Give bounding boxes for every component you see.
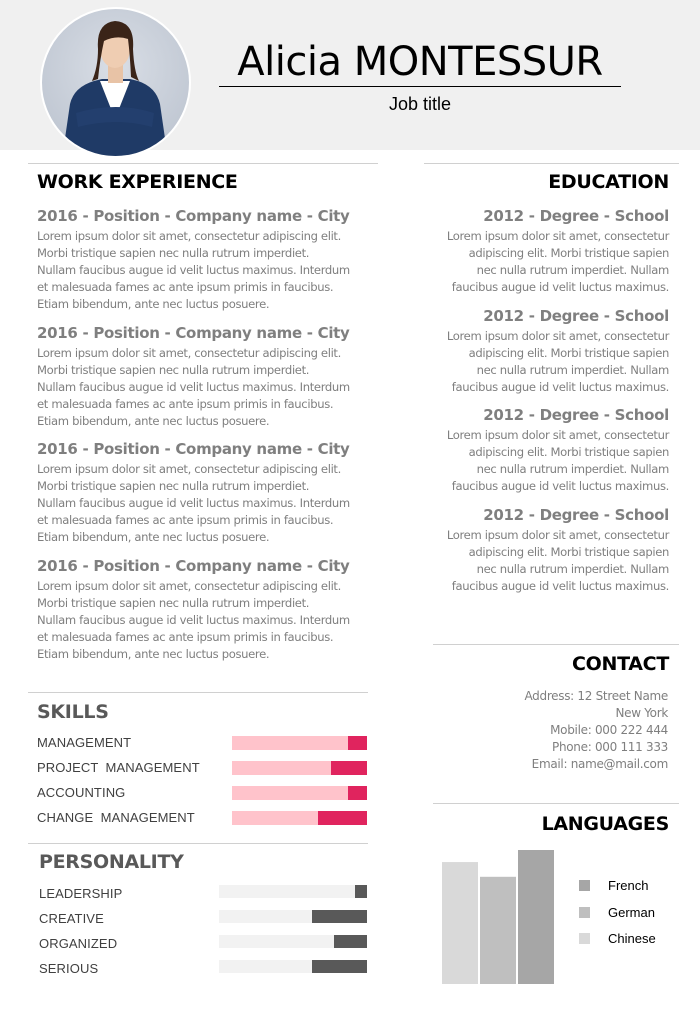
education-entry-heading: 2012 - Degree - School: [483, 207, 669, 225]
education-entry-text: nec nulla rutrum imperdiet. Nullam: [476, 562, 669, 577]
contact-line: New York: [615, 706, 668, 720]
divider: [433, 644, 679, 645]
education-title: EDUCATION: [548, 171, 669, 193]
languages-chart: [436, 850, 566, 990]
divider: [28, 692, 368, 693]
skill-bar: [232, 786, 367, 800]
education-entry-text: Lorem ipsum dolor sit amet, consectetur: [446, 328, 669, 343]
skill-bar: [232, 736, 367, 750]
work-experience-title: WORK EXPERIENCE: [37, 171, 238, 193]
contact-line: Phone: 000 111 333: [552, 740, 668, 754]
work-entry-text: et malesuada fames ac ante ipsum primis in faucibus.: [37, 280, 334, 294]
education-entry-heading: 2012 - Degree - School: [483, 406, 669, 425]
work-entry-heading: 2016 - Position - Company name - City: [37, 207, 350, 225]
work-entry-text: Etiam bibendum, ante nec luctus posuere.: [37, 530, 270, 545]
work-entry-text: Morbi tristique sapien nec nulla rutrum imperdiet.: [37, 362, 310, 377]
skill-label: PROJECT MANAGEMENT: [37, 760, 200, 775]
job-title: Job title: [388, 94, 452, 114]
skill-label: MANAGEMENT: [37, 735, 132, 750]
education-entry-heading: 2012 - Degree - School: [483, 506, 669, 525]
work-entry-text: et malesuada fames ac ante ipsum primis in faucibus.: [37, 630, 334, 645]
work-entry-text: Lorem ipsum dolor sit amet, consectetur adipiscing elit.: [37, 462, 341, 477]
work-entry-text: Nullam faucibus augue id velit luctus maximus. Interdum: [37, 263, 350, 277]
education-entry-text: nec nulla rutrum imperdiet. Nullam: [476, 462, 669, 477]
education-entry-text: nec nulla rutrum imperdiet. Nullam: [476, 362, 669, 377]
work-entry-text: Morbi tristique sapien nec nulla rutrum imperdiet.: [37, 479, 310, 494]
personality-bar: [219, 935, 367, 948]
education-entry-text: adipiscing elit. Morbi tristique sapien: [468, 345, 669, 360]
personality-bar: [219, 885, 367, 898]
work-entry-text: Lorem ipsum dolor sit amet, consectetur adipiscing elit.: [37, 579, 341, 594]
work-entry-heading: 2016 - Position - Company name - City: [37, 557, 350, 576]
contact-line: Email: name@mail.com: [531, 757, 668, 771]
legend-swatch-chinese: [579, 933, 590, 944]
skill-bar-track: [232, 811, 318, 825]
legend-label-french: French: [608, 878, 649, 893]
skill-label: ACCOUNTING: [37, 785, 126, 800]
divider: [424, 163, 679, 164]
contact-line: Address: 12 Street Name: [524, 689, 668, 703]
languages-title: LANGUAGES: [541, 813, 669, 835]
education-entry-text: adipiscing elit. Morbi tristique sapien: [468, 445, 669, 460]
divider: [28, 843, 368, 844]
education-entry-text: nec nulla rutrum imperdiet. Nullam: [476, 263, 669, 277]
name-underline: [219, 86, 621, 87]
legend-swatch-french: [579, 880, 590, 891]
skill-bar-track: [232, 761, 331, 775]
divider: [28, 163, 378, 164]
skill-bar-track: [232, 786, 348, 800]
personality-bar-track: [219, 960, 312, 973]
education-entry-text: Lorem ipsum dolor sit amet, consectetur: [446, 229, 669, 243]
work-entry-text: Lorem ipsum dolor sit amet, consectetur adipiscing elit.: [37, 345, 341, 360]
personality-label: SERIOUS: [39, 961, 99, 976]
divider: [433, 803, 679, 804]
personality-bar: [219, 960, 367, 973]
education-entry-heading: 2012 - Degree - School: [483, 306, 669, 325]
language-bar-chinese: [442, 862, 478, 984]
personality-bar-track: [219, 935, 334, 948]
education-entry-text: adipiscing elit. Morbi tristique sapien: [468, 246, 669, 260]
skills-title: SKILLS: [37, 701, 109, 723]
education-entry-text: Lorem ipsum dolor sit amet, consectetur: [446, 428, 669, 443]
personality-bar-track: [219, 910, 312, 923]
personality-label: CREATIVE: [39, 911, 104, 926]
work-entry-text: Nullam faucibus augue id velit luctus maximus. Interdum: [37, 613, 350, 628]
work-entry-text: et malesuada fames ac ante ipsum primis in faucibus.: [37, 396, 334, 411]
education-entry-text: faucibus augue id velit luctus maximus.: [451, 479, 669, 494]
personality-bar: [219, 910, 367, 923]
skill-bar: [232, 811, 367, 825]
work-entry-heading: 2016 - Position - Company name - City: [37, 323, 350, 342]
work-entry-text: Nullam faucibus augue id velit luctus maximus. Interdum: [37, 496, 350, 511]
legend-swatch-german: [579, 907, 590, 918]
legend-label-german: German: [608, 904, 655, 920]
education-entry-text: faucibus augue id velit luctus maximus.: [451, 379, 669, 394]
personality-title: PERSONALITY: [39, 851, 184, 873]
work-entry-text: Etiam bibendum, ante nec luctus posuere.: [37, 297, 270, 311]
work-entry-text: Morbi tristique sapien nec nulla rutrum imperdiet.: [37, 246, 310, 260]
work-entry-text: Etiam bibendum, ante nec luctus posuere.: [37, 647, 270, 662]
profile-photo: [40, 7, 191, 158]
language-bar-german: [480, 877, 516, 984]
work-entry-text: Lorem ipsum dolor sit amet, consectetur adipiscing elit.: [37, 229, 341, 243]
personality-label: LEADERSHIP: [39, 886, 123, 901]
work-entry-text: Etiam bibendum, ante nec luctus posuere.: [37, 413, 270, 428]
work-entry-text: et malesuada fames ac ante ipsum primis in faucibus.: [37, 513, 334, 528]
contact-title: CONTACT: [572, 653, 669, 675]
education-entry-text: Lorem ipsum dolor sit amet, consectetur: [446, 528, 669, 543]
education-entry-text: faucibus augue id velit luctus maximus.: [451, 280, 669, 294]
personality-label: ORGANIZED: [39, 936, 118, 951]
work-entry-text: Morbi tristique sapien nec nulla rutrum imperdiet.: [37, 596, 310, 611]
legend-label-chinese: Chinese: [608, 931, 656, 946]
language-bar-french: [518, 850, 554, 984]
contact-line: Mobile: 000 222 444: [550, 723, 668, 737]
skill-bar-track: [232, 736, 348, 750]
education-entry-text: adipiscing elit. Morbi tristique sapien: [468, 545, 669, 560]
candidate-name: Alicia MONTESSUR: [237, 39, 603, 85]
education-entry-text: faucibus augue id velit luctus maximus.: [451, 579, 669, 594]
work-entry-heading: 2016 - Position - Company name - City: [37, 440, 350, 459]
skill-label: CHANGE MANAGEMENT: [37, 810, 195, 825]
skill-bar: [232, 761, 367, 775]
work-entry-text: Nullam faucibus augue id velit luctus maximus. Interdum: [37, 379, 350, 394]
personality-bar-track: [219, 885, 355, 898]
